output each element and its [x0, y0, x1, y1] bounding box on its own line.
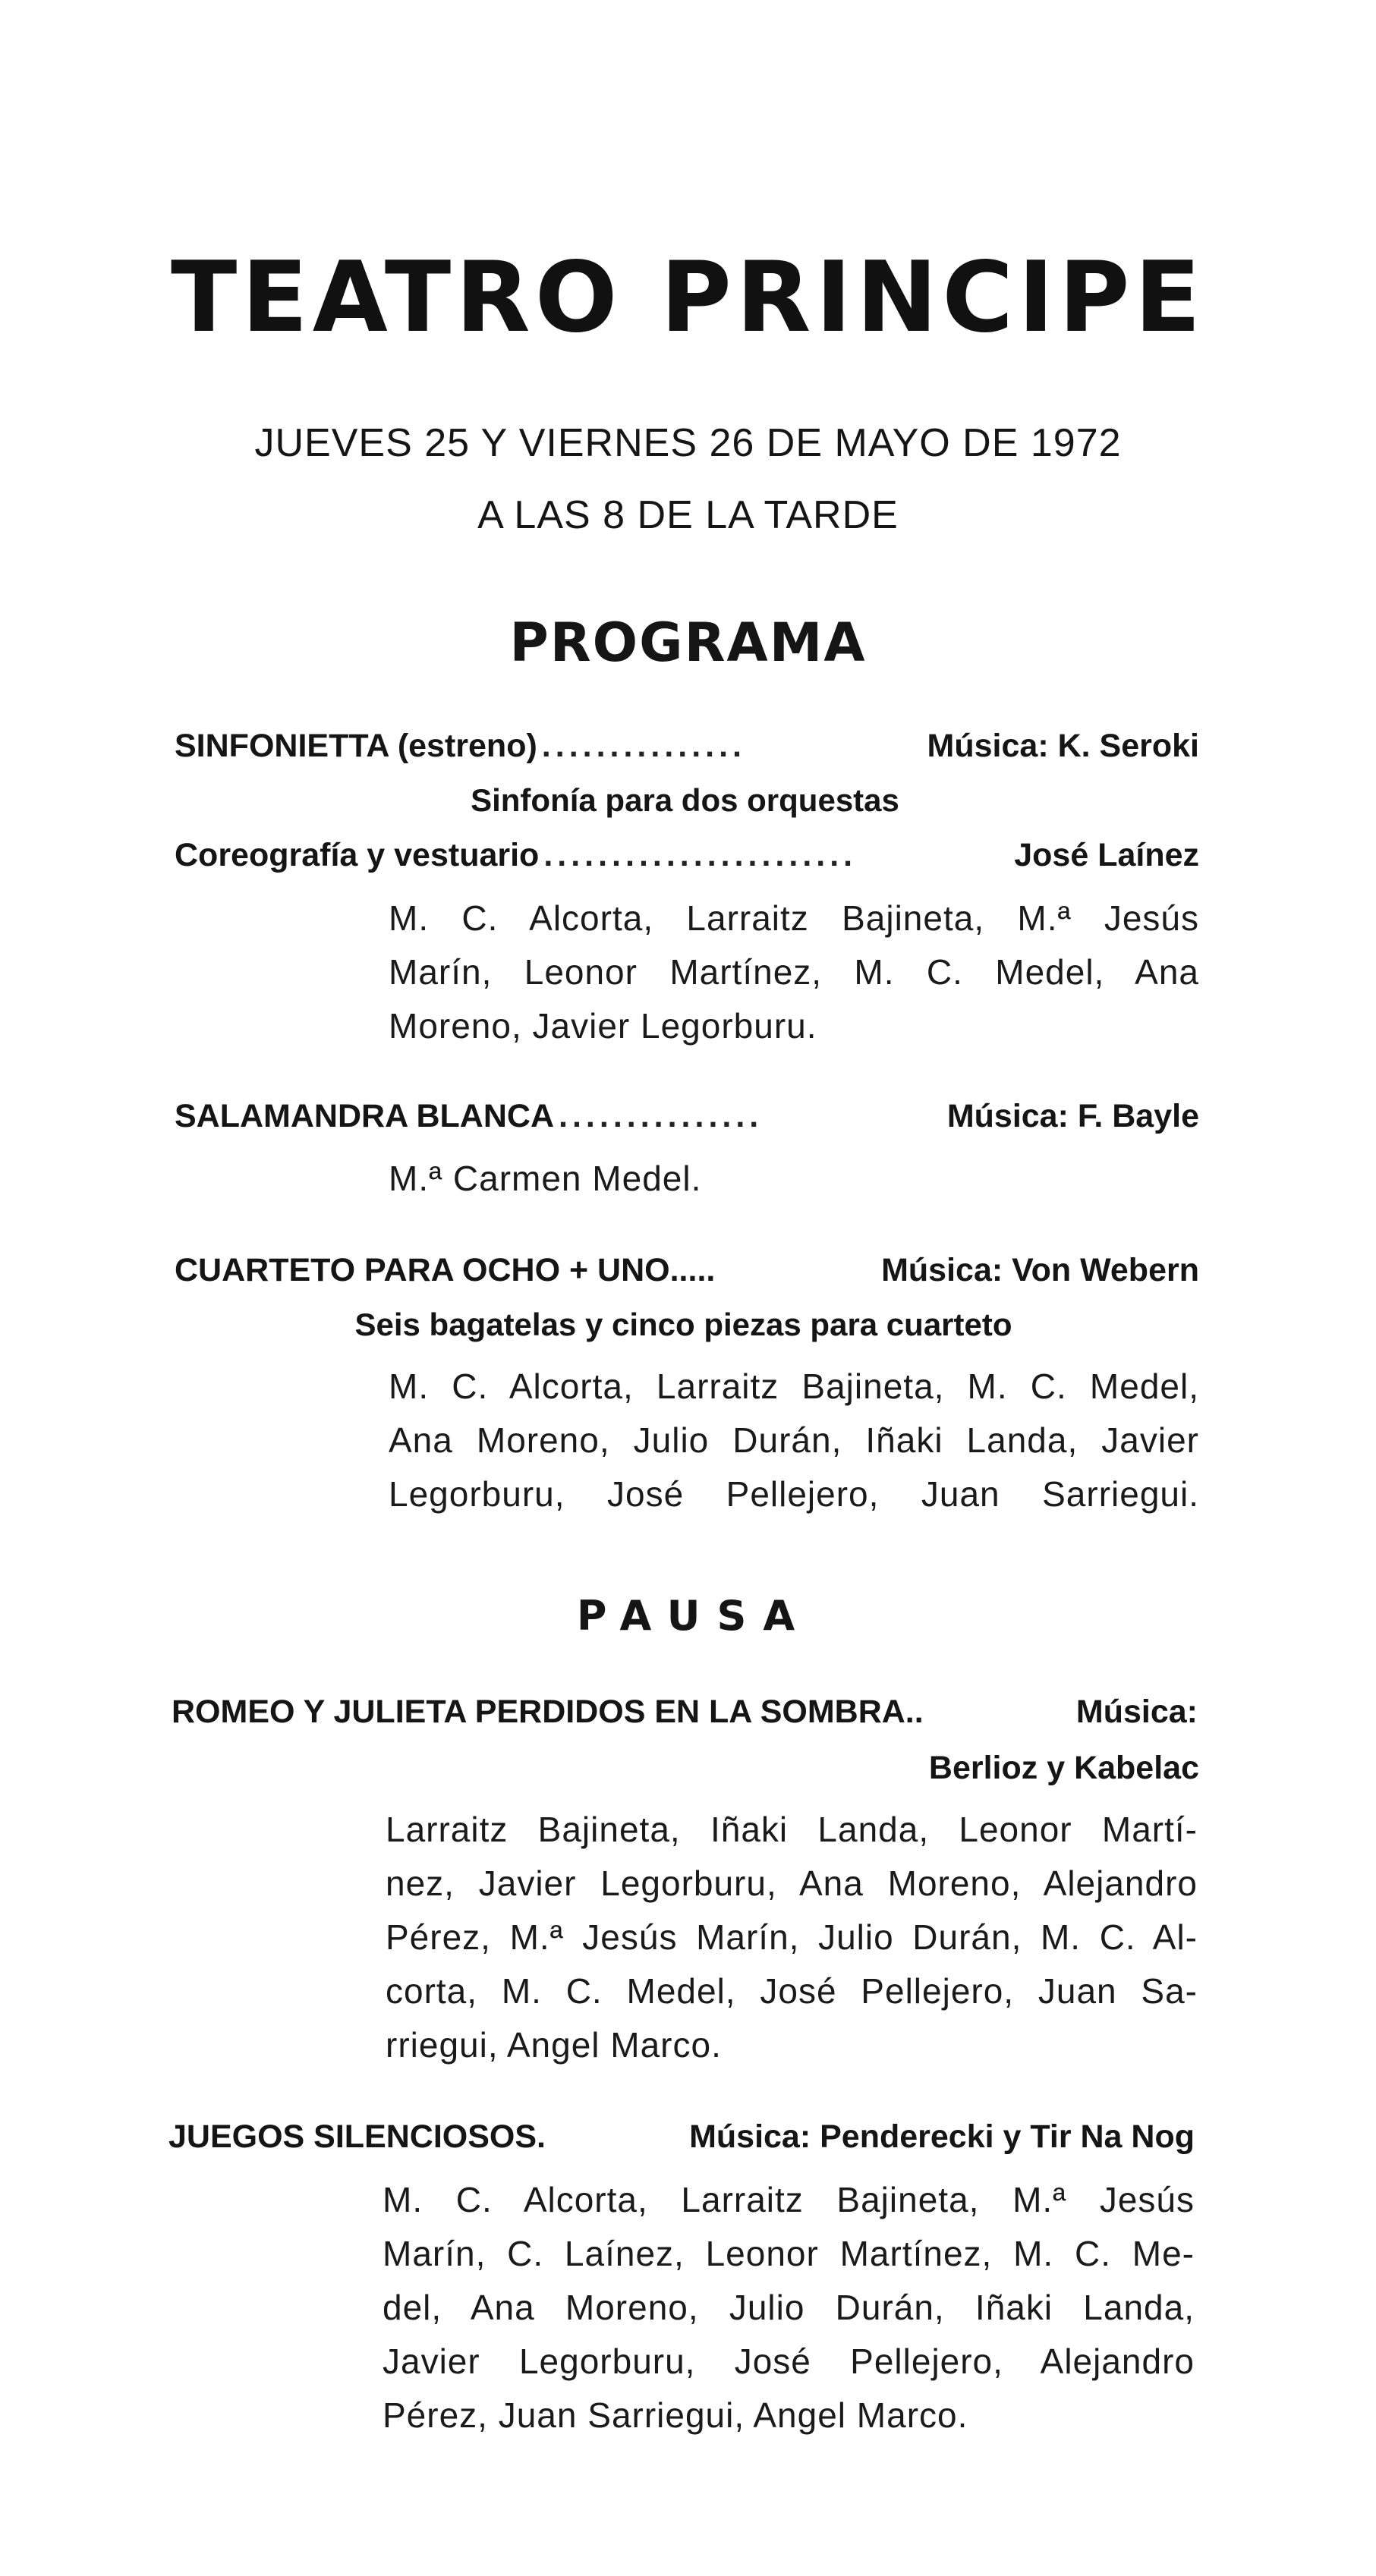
- dot-leader: .......................: [543, 837, 858, 873]
- cast-line: corta, M. C. Medel, José Pellejero, Juan Sa-: [386, 1971, 1198, 2011]
- piece-music: Música: Penderecki y Tir Na Nog: [689, 2118, 1195, 2155]
- piece-subtitle: Seis bagatelas y cinco piezas para cuarteto: [354, 1307, 1012, 1342]
- cast-line: M.ª Carmen Medel.: [389, 1159, 702, 1198]
- piece-sinfonietta: [175, 725, 1199, 767]
- piece-music: Música: F. Bayle: [946, 1098, 1199, 1134]
- cast-line: Marín, Leonor Martínez, M. C. Medel, Ana: [389, 952, 1199, 992]
- programa-heading: PROGRAMA: [509, 612, 867, 674]
- page-title: TEATRO PRINCIPE: [170, 241, 1206, 354]
- credit-label: Coreografía y vestuario: [175, 837, 540, 873]
- piece-title: JUEGOS SILENCIOSOS.: [168, 2118, 546, 2155]
- piece-juegos: [168, 2115, 1195, 2158]
- cast-list: [389, 892, 1199, 1053]
- time-line: A LAS 8 DE LA TARDE: [477, 493, 899, 537]
- piece-title: ROMEO Y JULIETA PERDIDOS EN LA SOMBRA..: [172, 1694, 924, 1730]
- date-line: JUEVES 25 Y VIERNES 26 DE MAYO DE 1972: [254, 421, 1122, 465]
- piece-salamandra: [175, 1095, 1199, 1137]
- credit-value: José Laínez: [1014, 837, 1199, 873]
- dot-leader: ...............: [559, 1098, 764, 1134]
- piece-cuarteto: [175, 1249, 1199, 1291]
- cast-line: Legorburu, José Pellejero, Juan Sarriegui.: [389, 1474, 1199, 1514]
- cast-line: del, Ana Moreno, Julio Durán, Iñaki Landa,: [383, 2288, 1195, 2327]
- cast-line: Marín, C. Laínez, Leonor Martínez, M. C. Me-: [383, 2234, 1195, 2273]
- cast-list: [383, 2173, 1195, 2442]
- dot-leader: ...............: [541, 728, 746, 764]
- piece-music: Música:: [1075, 1694, 1198, 1730]
- cast-list: [386, 1803, 1198, 2072]
- piece-title: CUARTETO PARA OCHO + UNO.....: [175, 1252, 716, 1288]
- piece-subtitle: Sinfonía para dos orquestas: [471, 782, 899, 818]
- pausa-heading: PAUSA: [576, 1592, 812, 1640]
- piece-music: Música: K. Seroki: [927, 728, 1199, 764]
- cast-line: rriegui, Angel Marco.: [386, 2025, 722, 2065]
- cast-list: [389, 1152, 1199, 1206]
- cast-line: Moreno, Javier Legorburu.: [389, 1006, 817, 1046]
- piece-composers: Berlioz y Kabelac: [928, 1750, 1199, 1786]
- cast-list: [389, 1360, 1199, 1521]
- cast-line: Pérez, M.ª Jesús Marín, Julio Durán, M. C. Al-: [386, 1917, 1198, 1957]
- piece-music: Música: Von Webern: [881, 1252, 1199, 1288]
- cast-line: nez, Javier Legorburu, Ana Moreno, Alejandro: [386, 1864, 1198, 1903]
- cast-line: Larraitz Bajineta, Iñaki Landa, Leonor Martí-: [386, 1810, 1198, 1849]
- choreography-credit: [175, 834, 1199, 876]
- cast-line: Ana Moreno, Julio Durán, Iñaki Landa, Javier: [389, 1420, 1199, 1460]
- cast-line: M. C. Alcorta, Larraitz Bajineta, M.ª Jesús: [383, 2180, 1195, 2219]
- piece-romeo: [172, 1691, 1198, 1733]
- cast-line: M. C. Alcorta, Larraitz Bajineta, M. C. Medel,: [389, 1367, 1199, 1406]
- cast-line: M. C. Alcorta, Larraitz Bajineta, M.ª Jesús: [389, 898, 1199, 938]
- piece-title: SINFONIETTA (estreno): [175, 728, 537, 764]
- cast-line: Pérez, Juan Sarriegui, Angel Marco.: [383, 2395, 968, 2435]
- piece-title: SALAMANDRA BLANCA: [175, 1098, 555, 1134]
- cast-line: Javier Legorburu, José Pellejero, Alejandro: [383, 2342, 1195, 2381]
